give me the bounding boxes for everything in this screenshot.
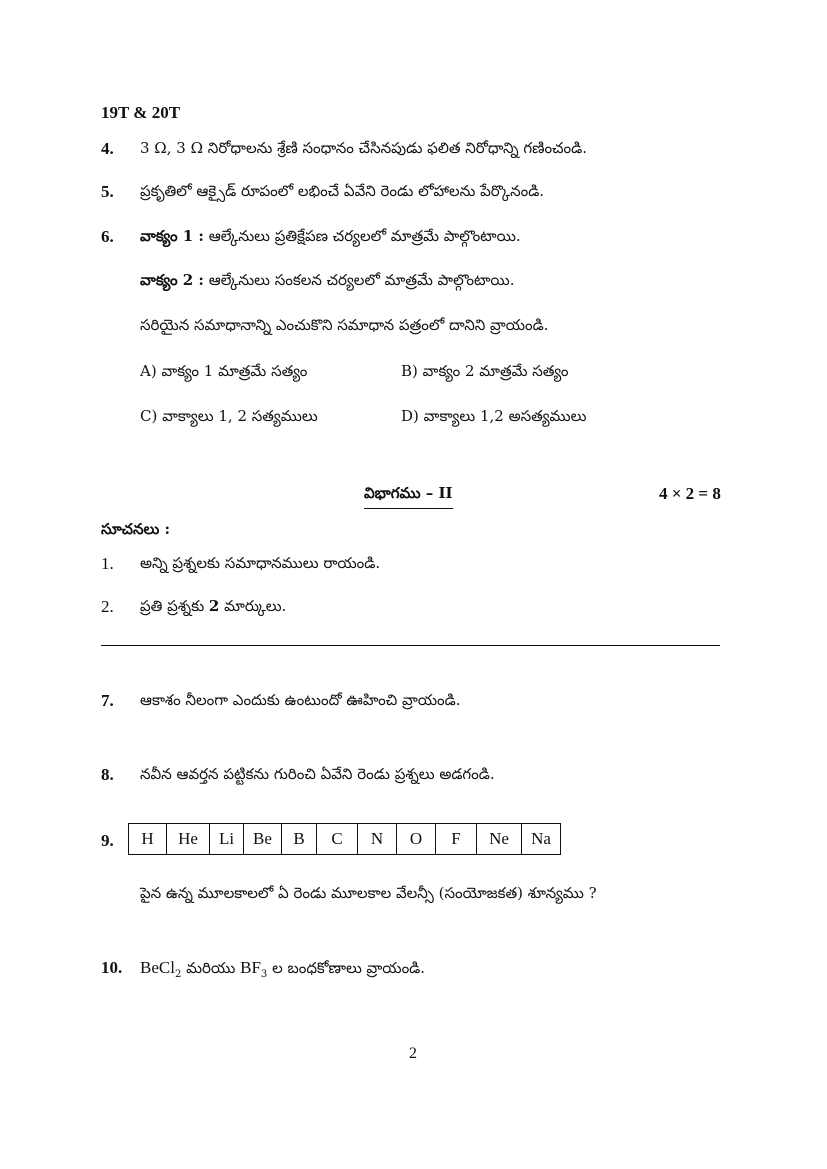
question-text: నవీన ఆవర్తన పట్టికను గురించి ఏవేని రెండు ప్రశ్నలు అడగండి. — [140, 765, 495, 783]
page-number: 2 — [409, 1045, 417, 1062]
instruction-number: 1. — [101, 554, 114, 573]
statement-2-label: వాక్యం 2 : — [140, 271, 204, 289]
statement-2 — [140, 271, 514, 293]
formula-subscript: 2 — [174, 969, 182, 980]
element-cell: Be — [244, 824, 282, 855]
question-number: 9. — [101, 831, 114, 850]
statement-1-label: వాక్యం 1 : — [140, 227, 204, 245]
instruction-number: 2. — [101, 597, 114, 616]
element-cell: Ne — [477, 824, 522, 855]
instruction-text-part: మార్కులు. — [219, 597, 287, 615]
section-divider — [101, 645, 720, 646]
question-text-part: ల బంధకోణాలు వ్రాయండి. — [267, 959, 426, 977]
option-c: C) వాక్యాలు 1, 2 సత్యములు — [140, 407, 318, 425]
question-number: 10. — [101, 958, 123, 977]
section-title: విభాగము – II — [364, 484, 453, 509]
question-text: ఆకాశం నీలంగా ఎందుకు ఉంటుందో ఊహించి వ్రాయండి. — [140, 691, 461, 709]
paper-code: 19T & 20T — [101, 103, 181, 122]
question-text-part: మరియు — [181, 959, 241, 977]
question-instruction: సరియైన సమాధానాన్ని ఎంచుకొని సమాధాన పత్రంలో దానిని వ్రాయండి. — [140, 316, 549, 334]
question-number: 8. — [101, 765, 114, 784]
question-text — [140, 958, 425, 981]
question-text: ప్రకృతిలో ఆక్సైడ్ రూపంలో లభించే ఏవేని రెండు లోహాలను పేర్కొనండి. — [140, 182, 545, 200]
instruction-text — [140, 597, 286, 619]
element-cell: O — [397, 824, 436, 855]
option-a: A) వాక్యం 1 మాత్రమే సత్యం — [140, 362, 308, 380]
instruction-text-part: ప్రతి ప్రశ్నకు — [140, 597, 209, 615]
element-cell: Na — [522, 824, 561, 855]
option-d: D) వాక్యాలు 1,2 అసత్యములు — [401, 407, 587, 425]
compound-formula: BF — [240, 958, 261, 977]
instructions-heading: సూచనలు : — [101, 520, 171, 538]
question-number: 6. — [101, 227, 114, 246]
question-number: 7. — [101, 691, 114, 710]
element-cell: B — [282, 824, 317, 855]
element-cell: F — [436, 824, 477, 855]
element-row — [129, 824, 561, 855]
section-marks: 4 × 2 = 8 — [659, 484, 721, 503]
formula-subscript: 3 — [260, 969, 268, 980]
compound-formula: BeCl — [140, 958, 175, 977]
question-number: 5. — [101, 182, 114, 201]
element-cell: H — [129, 824, 167, 855]
question-text: పైన ఉన్న మూలకాలలో ఏ రెండు మూలకాల వేలన్సీ (సంయోజకత) శూన్యము ? — [140, 884, 597, 902]
element-cell: He — [167, 824, 210, 855]
element-table — [128, 823, 561, 855]
question-text: 3 Ω, 3 Ω నిరోధాలను శ్రేణి సంధానం చేసినపుడు ఫలిత నిరోధాన్ని గణించండి. — [140, 139, 588, 157]
question-number: 4. — [101, 139, 114, 158]
statement-1 — [140, 227, 521, 249]
instruction-text: అన్ని ప్రశ్నలకు సమాధానములు రాయండి. — [140, 554, 381, 572]
statement-1-text: ఆల్కేనులు ప్రతిక్షేపణ చర్యలలో మాత్రమే పాల్గొంటాయి. — [208, 227, 521, 245]
marks-value: 2 — [208, 597, 220, 615]
element-cell: C — [317, 824, 358, 855]
element-cell: Li — [210, 824, 244, 855]
statement-2-text: ఆల్కేనులు సంకలన చర్యలలో మాత్రమే పాల్గొంటాయి. — [208, 271, 515, 289]
element-cell: N — [358, 824, 397, 855]
option-b: B) వాక్యం 2 మాత్రమే సత్యం — [401, 362, 569, 380]
